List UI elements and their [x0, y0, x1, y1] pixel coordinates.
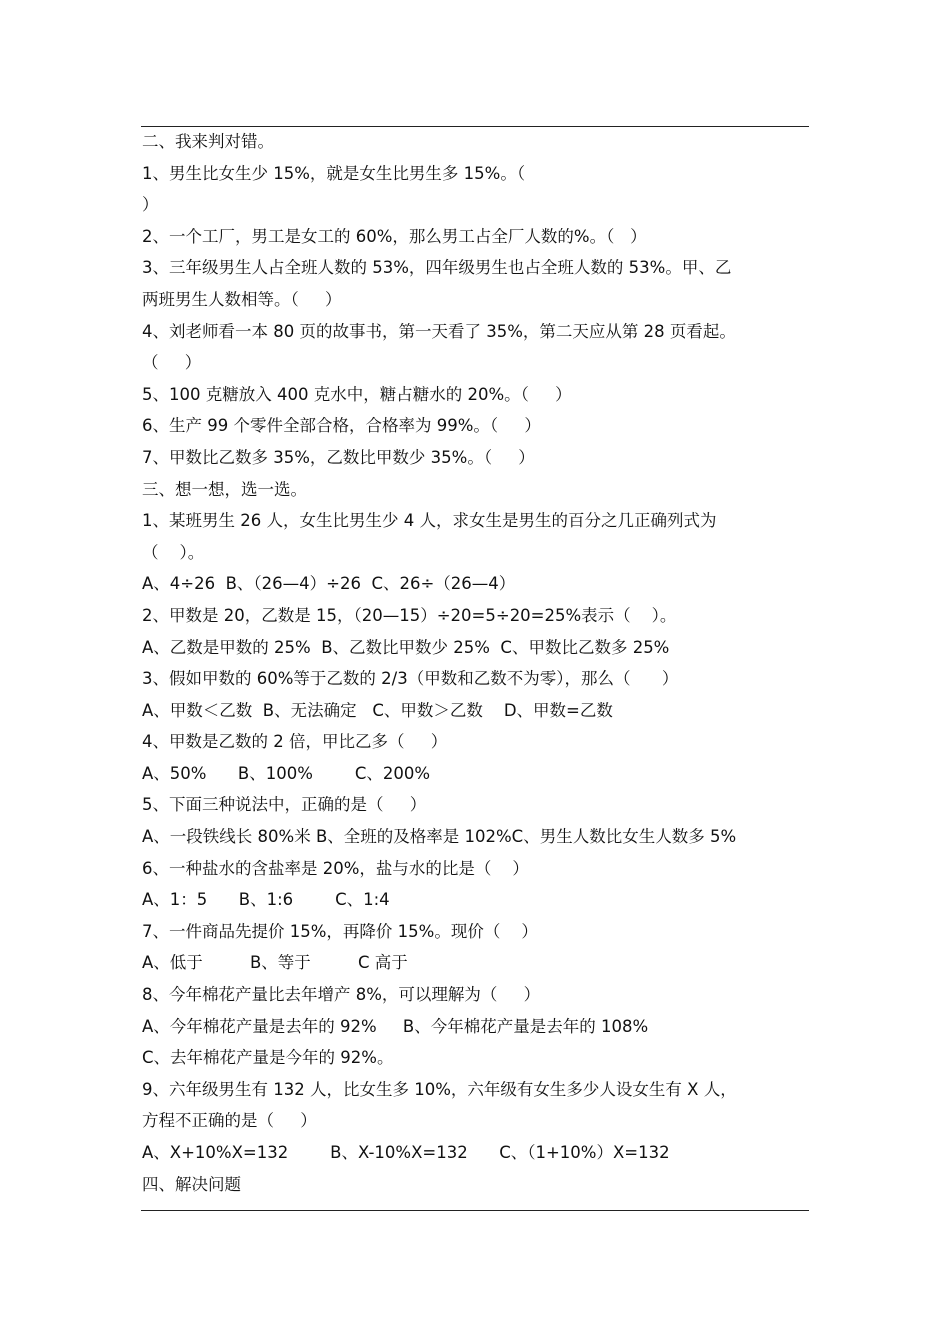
choice-options-3: A、甲数＜乙数 B、无法确定 C、甲数＞乙数 D、甲数=乙数: [142, 700, 613, 720]
choice-question-9: 9、六年级男生有 132 人，比女生多 10%，六年级有女生多少人设女生有 X 人，: [142, 1079, 737, 1099]
section-heading-solve: 四、解决问题: [142, 1174, 241, 1194]
judge-question-6: 6、生产 99 个零件全部合格，合格率为 99%。（ ）: [142, 416, 541, 436]
judge-question-1: 1、男生比女生少 15%，就是女生比男生多 15%。（: [142, 163, 526, 183]
judge-question-5: 5、100 克糖放入 400 克水中，糖占糖水的 20%。（ ）: [142, 384, 572, 404]
choice-question-1: 1、某班男生 26 人，女生比男生少 4 人，求女生是男生的百分之几正确列式为: [142, 511, 717, 531]
choice-options-2: A、乙数是甲数的 25% B、乙数比甲数少 25% C、甲数比乙数多 25%: [142, 637, 670, 657]
bottom-rule: [141, 1210, 809, 1211]
choice-question-7: 7、一件商品先提价 15%，再降价 15%。现价（ ）: [142, 921, 538, 941]
choice-options-7: A、低于 B、等于 C 高于: [142, 953, 408, 973]
choice-question-5: 5、下面三种说法中，正确的是（ ）: [142, 795, 427, 815]
choice-question-1-cont: （ ）。: [142, 542, 205, 562]
judge-question-3-cont: 两班男生人数相等。（ ）: [142, 289, 342, 309]
judge-question-2: 2、一个工厂，男工是女工的 60%，那么男工占全厂人数的%。（ ）: [142, 226, 647, 246]
judge-question-4: 4、刘老师看一本 80 页的故事书，第一天看了 35%，第二天应从第 28 页看起。: [142, 321, 736, 341]
choice-question-6: 6、一种盐水的含盐率是 20%，盐与水的比是（ ）: [142, 858, 529, 878]
choice-options-5: A、一段铁线长 80%米 B、全班的及格率是 102%C、男生人数比女生人数多 5%: [142, 827, 737, 847]
choice-options-4: A、50% B、100% C、200%: [142, 763, 431, 783]
choice-question-4: 4、甲数是乙数的 2 倍，甲比乙多（ ）: [142, 732, 448, 752]
choice-options-6: A、1：5 B、1:6 C、1:4: [142, 890, 390, 910]
choice-question-8: 8、今年棉花产量比去年增产 8%，可以理解为（ ）: [142, 985, 541, 1005]
judge-question-3: 3、三年级男生人占全班人数的 53%，四年级男生也占全班人数的 53%。甲、乙: [142, 258, 732, 278]
section-heading-choice: 三、想一想，选一选。: [142, 479, 307, 499]
judge-question-1-cont: ）: [142, 195, 159, 215]
choice-options-8: A、今年棉花产量是去年的 92% B、今年棉花产量是去年的 108%: [142, 1016, 649, 1036]
choice-question-9-cont: 方程不正确的是（ ）: [142, 1111, 317, 1131]
choice-options-1: A、4÷26 B、（26—4）÷26 C、26÷（26—4）: [142, 574, 516, 594]
choice-options-8-cont: C、去年棉花产量是今年的 92%。: [142, 1048, 394, 1068]
choice-question-2: 2、甲数是 20，乙数是 15，（20—15）÷20=5÷20=25%表示（ ）。: [142, 605, 677, 625]
choice-question-3: 3、假如甲数的 60%等于乙数的 2/3（甲数和乙数不为零），那么（ ）: [142, 669, 679, 689]
judge-question-4-cont: （ ）: [142, 353, 202, 373]
worksheet-body: [142, 126, 808, 1200]
judge-question-7: 7、甲数比乙数多 35%，乙数比甲数少 35%。（ ）: [142, 447, 535, 467]
section-heading-judge: 二、我来判对错。: [142, 132, 274, 151]
choice-options-9: A、X+10%X=132 B、X-10%X=132 C、（1+10%）X=132: [142, 1143, 670, 1162]
